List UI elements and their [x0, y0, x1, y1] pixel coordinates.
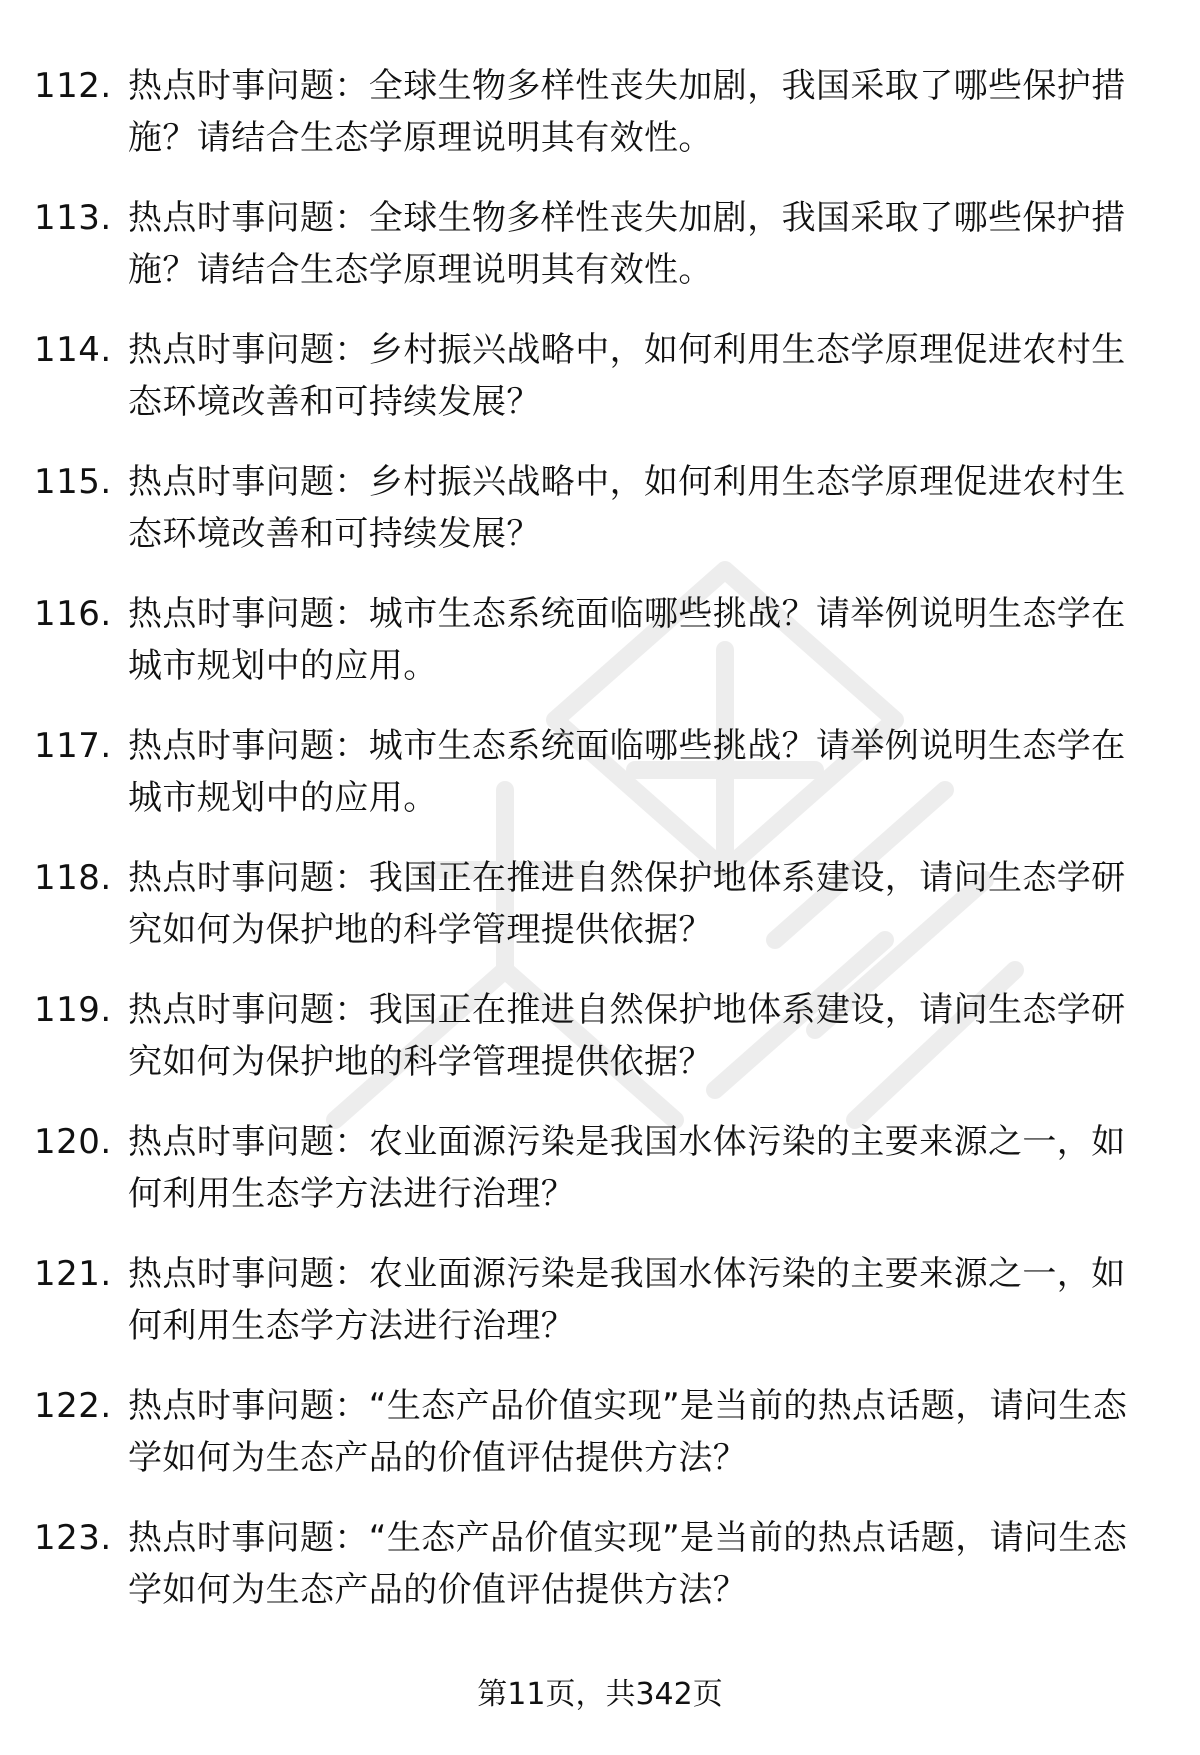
question-number: 113. — [34, 198, 112, 238]
question-item — [34, 1512, 1174, 1644]
question-text: 热点时事问题：城市生态系统面临哪些挑战？请举例说明生态学在城市规划中的应用。 — [128, 594, 1126, 686]
question-text: 热点时事问题：城市生态系统面临哪些挑战？请举例说明生态学在城市规划中的应用。 — [128, 726, 1126, 818]
question-item — [34, 1116, 1174, 1248]
question-text: 热点时事问题：我国正在推进自然保护地体系建设，请问生态学研究如何为保护地的科学管理提供依据？ — [128, 858, 1126, 950]
question-number: 118. — [34, 858, 112, 898]
question-text: 热点时事问题：“生态产品价值实现”是当前的热点话题，请问生态学如何为生态产品的价值评估提供方法？ — [128, 1518, 1128, 1610]
question-number: 121. — [34, 1254, 112, 1294]
question-text: 热点时事问题：全球生物多样性丧失加剧，我国采取了哪些保护措施？请结合生态学原理说明其有效性。 — [128, 198, 1126, 290]
question-number: 123. — [34, 1518, 112, 1558]
question-item — [34, 852, 1174, 984]
question-item — [34, 60, 1174, 192]
question-text: 热点时事问题：农业面源污染是我国水体污染的主要来源之一，如何利用生态学方法进行治理？ — [128, 1254, 1126, 1346]
question-item — [34, 1248, 1174, 1380]
question-list — [34, 60, 1174, 1644]
question-number: 116. — [34, 594, 112, 634]
question-number: 117. — [34, 726, 112, 766]
question-item — [34, 588, 1174, 720]
question-text: 热点时事问题：我国正在推进自然保护地体系建设，请问生态学研究如何为保护地的科学管理提供依据？ — [128, 990, 1126, 1082]
question-number: 112. — [34, 66, 112, 106]
question-item — [34, 720, 1174, 852]
question-text: 热点时事问题：“生态产品价值实现”是当前的热点话题，请问生态学如何为生态产品的价值评估提供方法？ — [128, 1386, 1128, 1478]
question-item — [34, 192, 1174, 324]
question-text: 热点时事问题：乡村振兴战略中，如何利用生态学原理促进农村生态环境改善和可持续发展？ — [128, 330, 1126, 422]
question-item — [34, 324, 1174, 456]
question-number: 119. — [34, 990, 112, 1030]
question-number: 114. — [34, 330, 112, 370]
question-item — [34, 456, 1174, 588]
question-text: 热点时事问题：全球生物多样性丧失加剧，我国采取了哪些保护措施？请结合生态学原理说明其有效性。 — [128, 66, 1126, 158]
question-item — [34, 1380, 1174, 1512]
question-number: 122. — [34, 1386, 112, 1426]
question-number: 115. — [34, 462, 112, 502]
question-item — [34, 984, 1174, 1116]
question-text: 热点时事问题：乡村振兴战略中，如何利用生态学原理促进农村生态环境改善和可持续发展？ — [128, 462, 1126, 554]
question-number: 120. — [34, 1122, 112, 1162]
page-number-footer: 第11页，共342页 — [477, 1677, 723, 1712]
question-text: 热点时事问题：农业面源污染是我国水体污染的主要来源之一，如何利用生态学方法进行治理？ — [128, 1122, 1126, 1214]
